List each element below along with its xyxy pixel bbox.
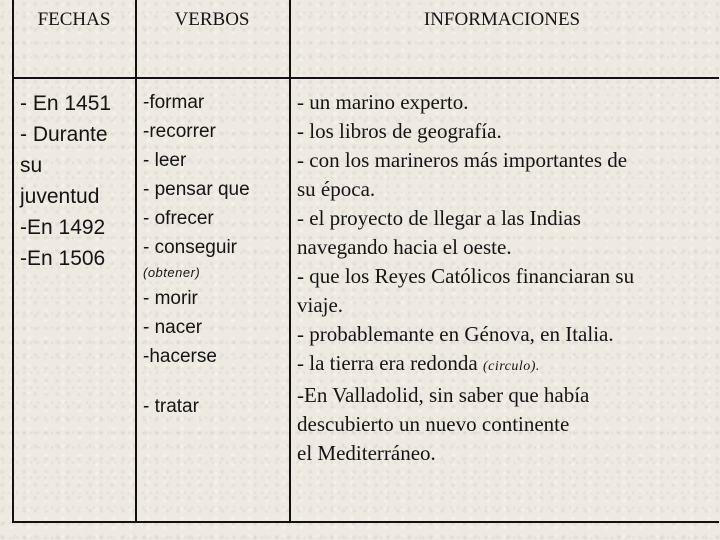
fecha-line: - En 1451 (20, 92, 112, 115)
info-line: - probablemante en Génova, en Italia. (297, 322, 614, 346)
column-divider-2 (289, 0, 291, 523)
verbo-line: - nacer (143, 317, 203, 338)
info-line: - los libros de geografía. (297, 119, 502, 143)
verbos-cell (143, 88, 250, 421)
verbo-line: - leer (143, 150, 187, 171)
info-line: - con los marineros más importantes de (297, 148, 628, 172)
informaciones-cell (297, 88, 634, 468)
verbo-line: -hacerse (143, 346, 217, 367)
header-fechas: FECHAS (37, 9, 111, 30)
info-line: - un marino experto. (297, 90, 469, 114)
info-line: su época. (297, 177, 376, 201)
table-bottom-border (12, 521, 719, 523)
verbo-line: - morir (143, 288, 198, 309)
info-line: - el proyecto de llegar a las Indias (297, 206, 581, 230)
info-note: (circulo). (482, 359, 540, 374)
verbo-line: - conseguir (143, 237, 237, 258)
fecha-line: juventud (20, 185, 100, 208)
verbo-note: (obtener) (143, 265, 201, 280)
table (12, 0, 719, 523)
verbo-line: -recorrer (143, 121, 216, 142)
info-line: -En Valladolid, sin saber que había (297, 383, 590, 407)
info-line: - que los Reyes Católicos financiaran su (297, 264, 635, 288)
verbo-line: - pensar que (143, 179, 250, 200)
header-divider (12, 77, 719, 79)
info-line: el Mediterráneo. (297, 441, 436, 465)
verbo-line: - tratar (143, 396, 199, 417)
header-verbos: VERBOS (174, 9, 250, 30)
fecha-line: -En 1506 (20, 247, 106, 270)
table-left-border (12, 0, 14, 523)
verbo-line: -formar (143, 92, 205, 113)
fecha-line: su (20, 154, 43, 177)
column-divider-1 (135, 0, 137, 523)
info-line: viaje. (297, 293, 344, 317)
info-line: descubierto un nuevo continente (297, 412, 570, 436)
info-line: navegando hacia el oeste. (297, 235, 512, 259)
header-informaciones: INFORMACIONES (423, 9, 581, 30)
info-text: - la tierra era redonda (297, 351, 478, 375)
verbo-line: - ofrecer (143, 208, 214, 229)
info-line-with-note (297, 349, 634, 381)
fecha-line: -En 1492 (20, 216, 106, 239)
fecha-line: - Durante (20, 123, 108, 146)
fechas-cell (20, 88, 111, 274)
